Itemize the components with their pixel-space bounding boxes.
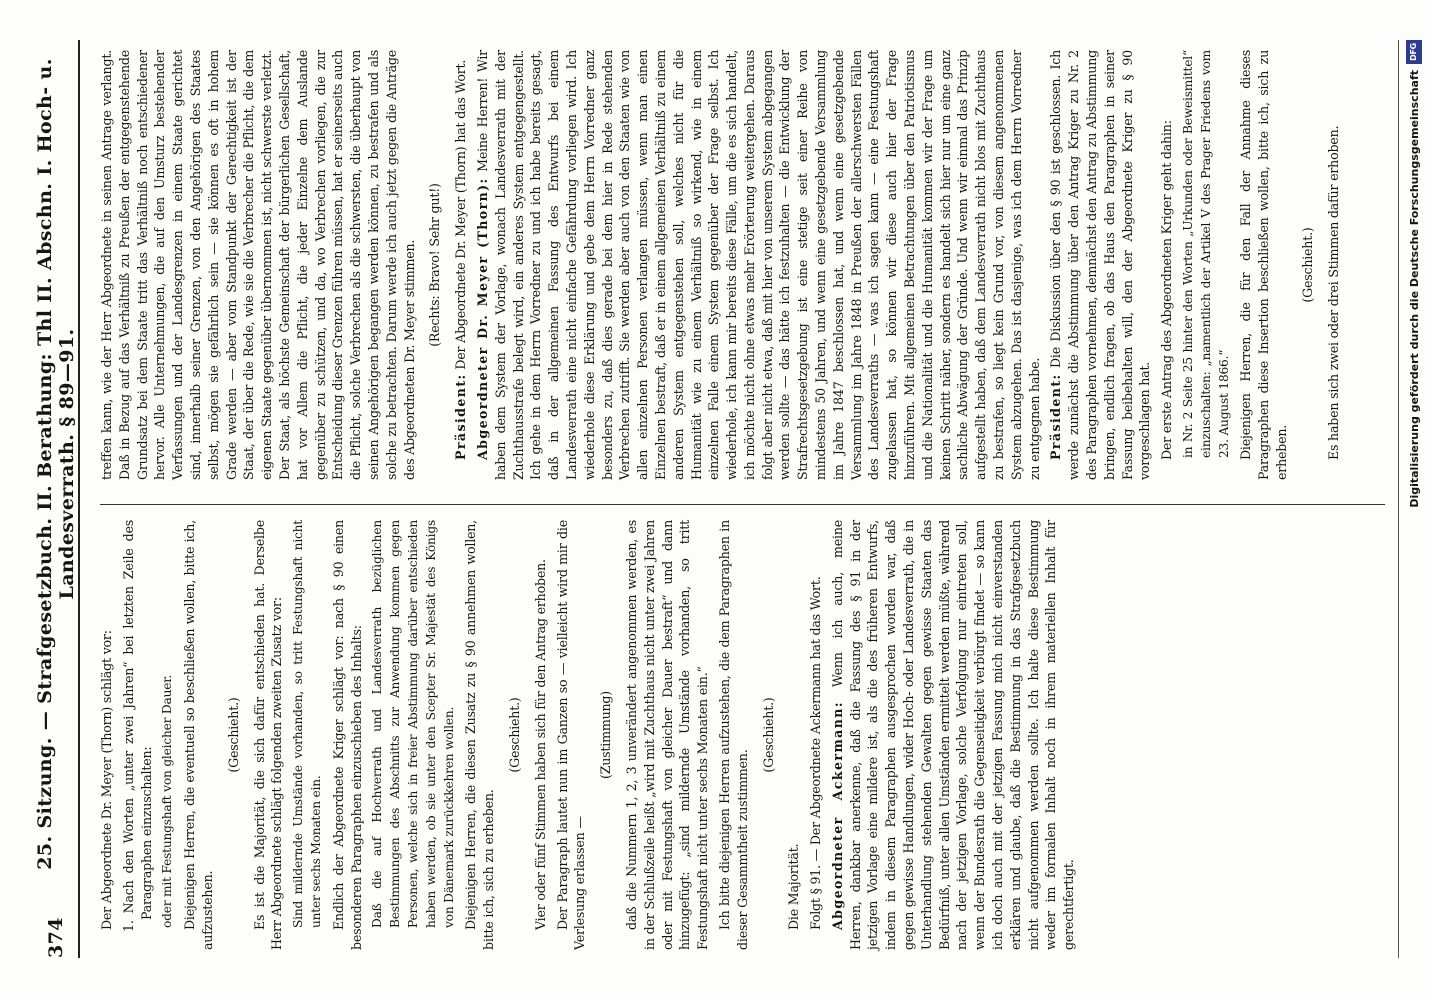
credit-text: Digitalisierung gefördert durch die Deutsche Forschungsgemeinschaft: [1407, 70, 1421, 508]
column-divider: [100, 504, 1385, 505]
speech-text: Die Diskussion über den § 90 ist geschlossen. Ich werde zunächst die Abstimmung über den Antrag Kriger zu Nr. 2 des Paragraphen vornehmen, demnächst den Antrag zu Abstimmung bringen, endlich fragen, ob das Haus den Paragraphen in seiner Fassung beibehalten will, den der Abgeordnete Kriger zu § 90 vorgeschlagen hat.: [1048, 50, 1153, 480]
quoted-text: oder mit Festungshaft von gleicher Dauer.: [160, 674, 175, 928]
paragraph: Der Abgeordnete Dr. Meyer (Thorn) schlägt vor:: [99, 630, 114, 930]
speaker-name: Präsident:: [1048, 373, 1064, 460]
speech-paragraph: [474, 50, 1044, 480]
paragraph: treffen kann, wie der Herr Abgeordnete in seinen Antrage verlangt. Daß in Bezug auf das Verhältniß zu Preußen der entgegenstehende Grundsatz bei dem Staate tritt das Verhältniß noch entschiedener hervor. Alle Unternehmungen, die auf den Umsturz bestehender Verfassungen und der Landesgrenzen in einem Staate gerichtet sind, innerhalb seiner Grenzen, von den Angehörigen des Staates selbst, mögen sie gefährlich sein — sie können es oft in hohem Grade werden — aber vom Standpunkt der Gerechtigkeit ist der Staat, der über die Rede, wie sie die Verbrecher die Pflicht, die dem eigenen Staate gegenüber übernommen ist, nicht schwerste verletzt. Der Staat, als höchste Gemeinschaft der bürgerlichen Gesellschaft, hat vor Allem die Pflicht, die jeder Einzelne dem Auslande gegenüber zu schützen, und da, wo Verbrechen vorliegen, die zur Entscheidung dieser Grenzen führen müssen, hat er seinerseits auch die Pflicht, solche Verbrechen als die schwersten, die überhaupt von seinen Angehörigen begangen werden können, zu bestrafen und als solche zu betrachten. Darum werde ich auch jetzt gegen die Anträge des Abgeordneten Dr. Meyer stimmen.: [99, 50, 417, 480]
paragraph: Es ist die Majorität, die sich dafür entschieden hat. Derselbe Herr Abgeordnete schlägt folgenden zweiten Zusatz vor:: [251, 520, 285, 950]
paragraph: Ich bitte diejenigen Herren aufzustehen, die dem Paragraphen in dieser Gesammtheit zustimmen.: [716, 520, 750, 950]
paragraph: Es haben sich zwei oder drei Stimmen dafür erhoben.: [1325, 125, 1341, 460]
speech-paragraph: [452, 50, 470, 480]
running-head: 25. Sitzung. — Strafgesetzbuch. II. Berathung: Thl II. Abschn. I. Hoch- u. Landesverrath. § 89—91.: [34, 58, 78, 870]
stage-direction: (Zustimmung): [598, 691, 614, 780]
paragraph: Endlich der Abgeordnete Kriger schlägt vor: nach § 90 einen besonderen Paragraphen einzuschieben des Inhalts:: [330, 520, 364, 950]
stage-direction: (Geschieht.): [760, 697, 776, 773]
speaker-name: Abgeordneter Dr. Meyer (Thorn):: [474, 177, 490, 460]
paragraph: Der Paragraph lautet nun im Ganzen so — vielleicht wird mir die Verlesung erlassen —: [554, 520, 588, 950]
speech-text: Meine Herren! Wir haben dem System der Vorlage, wonach Landesverrath mit der Zuchthausstrafe belegt wird, ein anderes System entgegengestellt. Ich gehe in dem Herrn Vorredner zu und ich habe bereits gesagt, daß in der allgemeinen Fassung des Entwurfs bei einem Landesverrath eine nicht einfache Gefährdung vorliegen wird. Ich wiederhole diese Erklärung und gebe dem Herrn Vorredner ganz besonders zu, daß dies gerade bei dem hier in Rede stehenden Verbrechen zutrifft. Sie werden aber auch von den Staaten wie von allen einzelnen Personen verlangen müssen, wenn man einen Einzelnen bestraft, daß er in einem allgemeinen Verhältniß zu einem anderen System entgegenstehen soll, welches nicht für die Humanität wie zu einem Verhältniß so wirkend, wie in einem einzelnen Falle einem System gegenüber der Frage selbst. Ich wiederhole, ich kann mir bereits diese Fälle, um die es sich handelt, ich möchte nicht ohne etwas mehr Erörterung weitergehen. Daraus folgt aber nicht etwa, daß mit hier von unserem System abgegangen werden sollte — das hätte ich festzuhalten — die Entwicklung der Strafrechtsgesetzgebung ist eine stetige seit einer Reihe von mindestens 50 Jahren, und wenn eine gesetzgebende Versammlung im Jahre 1847 beschlossen hat, und wenn eine gesetzgebende Versammlung im Jahre 1848 in Preußen der allerschwersten Fällen des Landesverraths — was ich sagen kann — eine Festungshaft zugelassen hat, so können wir diese auch hier der Frage hinzuführen. Mit allgemeinen Betrachtungen über den Patriotismus und die Nationalität und die Humanität kommen wir der Frage um keinen Schritt näher, sondern es handelt sich hier nur um eine ganz sachliche Abwägung der Gründe. Und wenn wir einmal das Prinzip aufgestellt haben, daß dem Landesverrath nicht blos mit Zuchthaus zu bestrafen, so liegt kein Grund vor, von diesem angenommenen System abzugehen. Das ist dasjenige, was ich dem Herrn Vorredner zu entgegnen habe.: [474, 50, 1042, 480]
stage-direction: (Geschieht.): [225, 697, 241, 773]
page-number: 374: [45, 917, 67, 958]
paragraph: Folgt § 91. — Der Abgeordnete Ackermann hat das Wort.: [808, 576, 824, 930]
page-header: [36, 40, 76, 958]
speaker-name: Präsident:: [453, 373, 469, 460]
paragraph: Diejenigen Herren, die für den Fall der Annahme dieses Paragraphen diese Insertion beschließen wollen, bitte ich, sich zu erheben.: [1238, 50, 1289, 480]
stage-direction: (Geschieht.): [1299, 227, 1315, 303]
dfg-logo: DFG: [1406, 40, 1422, 64]
speech-text: Wenn ich auch, meine Herren, dankbar anerkenne, daß die Fassung des § 91 in der jetzigen Vorlage eine mildere ist, als die des früheren Entwurfs, indem in diesem Paragraphen ausgesprochen worden war, daß gegen gewisse Handlungen, wider Hoch- oder Landesverrath, die in Unterhandlung stehenden Gewalten gegen gewisse Staaten das Bedürfniß, unter allen Umständen ermittelt werden müßte, während nach der jetzigen Vorlage, solche Verfolgung nur eintreten soll, wenn der Bundesrath die Gegenseitigkeit verbürgt findet — so kann ich doch auch mit der jetzigen Fassung mich nicht einverstanden erklären und glaube, daß die Bestimmung in das Strafgesetzbuch nicht aufgenommen werden sollte. Ich halte diese Bestimmung weder im formalen Inhalt noch in ihrem materiellen Inhalt für gerechtfertigt.: [829, 520, 1077, 950]
quoted-text: Daß die auf Hochverrath und Landesverrath bezüglichen Bestimmungen des Abschnitts zur Anwendung kommen gegen Personen, welche sich in freier Abstimmung darüber entschieden haben werden, ob sie unter den Scepter Sr. Majestät des Königs von Dänemark zurückkehren wollen.: [370, 520, 456, 928]
speaker-name: Abgeordneter Ackermann:: [829, 701, 845, 930]
stage-direction: (Rechts: Bravo! Sehr gut!): [427, 183, 443, 347]
speech-paragraph: [1047, 50, 1154, 480]
motion-item: 1. Nach den Worten „unter zwei Jahren“ bei letzten Zeile des Paragraphen einzuschalten:: [120, 520, 154, 932]
header-rule: [78, 40, 80, 958]
speech-text: Der Abgeordnete Dr. Meyer (Thorn) hat das Wort.: [453, 59, 469, 370]
paragraph: Die Majorität.: [786, 843, 802, 930]
right-column: [98, 50, 1388, 480]
paragraph: daß die Nummern 1, 2, 3 unverändert angenommen werden, es in der Schlußzeile heißt „wird mit Zuchthaus nicht unter zwei Jahren oder mit Festungshaft von gleicher Dauer bestraft“ und dann hinzugefügt: „sind mildernde Umstände vorhanden, so tritt Festungshaft nicht unter sechs Monaten ein.“: [623, 520, 711, 950]
quoted-text: in Nr. 2 Seite 25 hinter den Worten „Urkunden oder Beweismittel“ einzuschalten: „namentlich der Artikel V des Prager Friedens vom 23. August 1866.“: [1181, 50, 1231, 458]
paragraph: Diejenigen Herren, die eventuell so beschließen wollen, bitte ich, aufzustehen.: [182, 520, 215, 950]
bottom-rule: [1398, 40, 1399, 958]
digitization-credit: [1402, 40, 1426, 1000]
left-column: [98, 520, 1388, 950]
stage-direction: (Geschieht.): [506, 697, 522, 773]
quoted-text: Sind mildernde Umstände vorhanden, so tritt Festungshaft nicht unter sechs Monaten ein.: [291, 520, 323, 928]
paragraph: Der erste Antrag des Abgeordneten Kriger geht dahin:: [1159, 120, 1175, 460]
paragraph: Vier oder fünf Stimmen haben sich für den Antrag erhoben.: [532, 559, 548, 930]
paragraph: Diejenigen Herren, die diesen Zusatz zu § 90 annehmen wollen, bitte ich, sich zu erheben.: [463, 520, 497, 950]
speech-paragraph: [829, 520, 1078, 950]
